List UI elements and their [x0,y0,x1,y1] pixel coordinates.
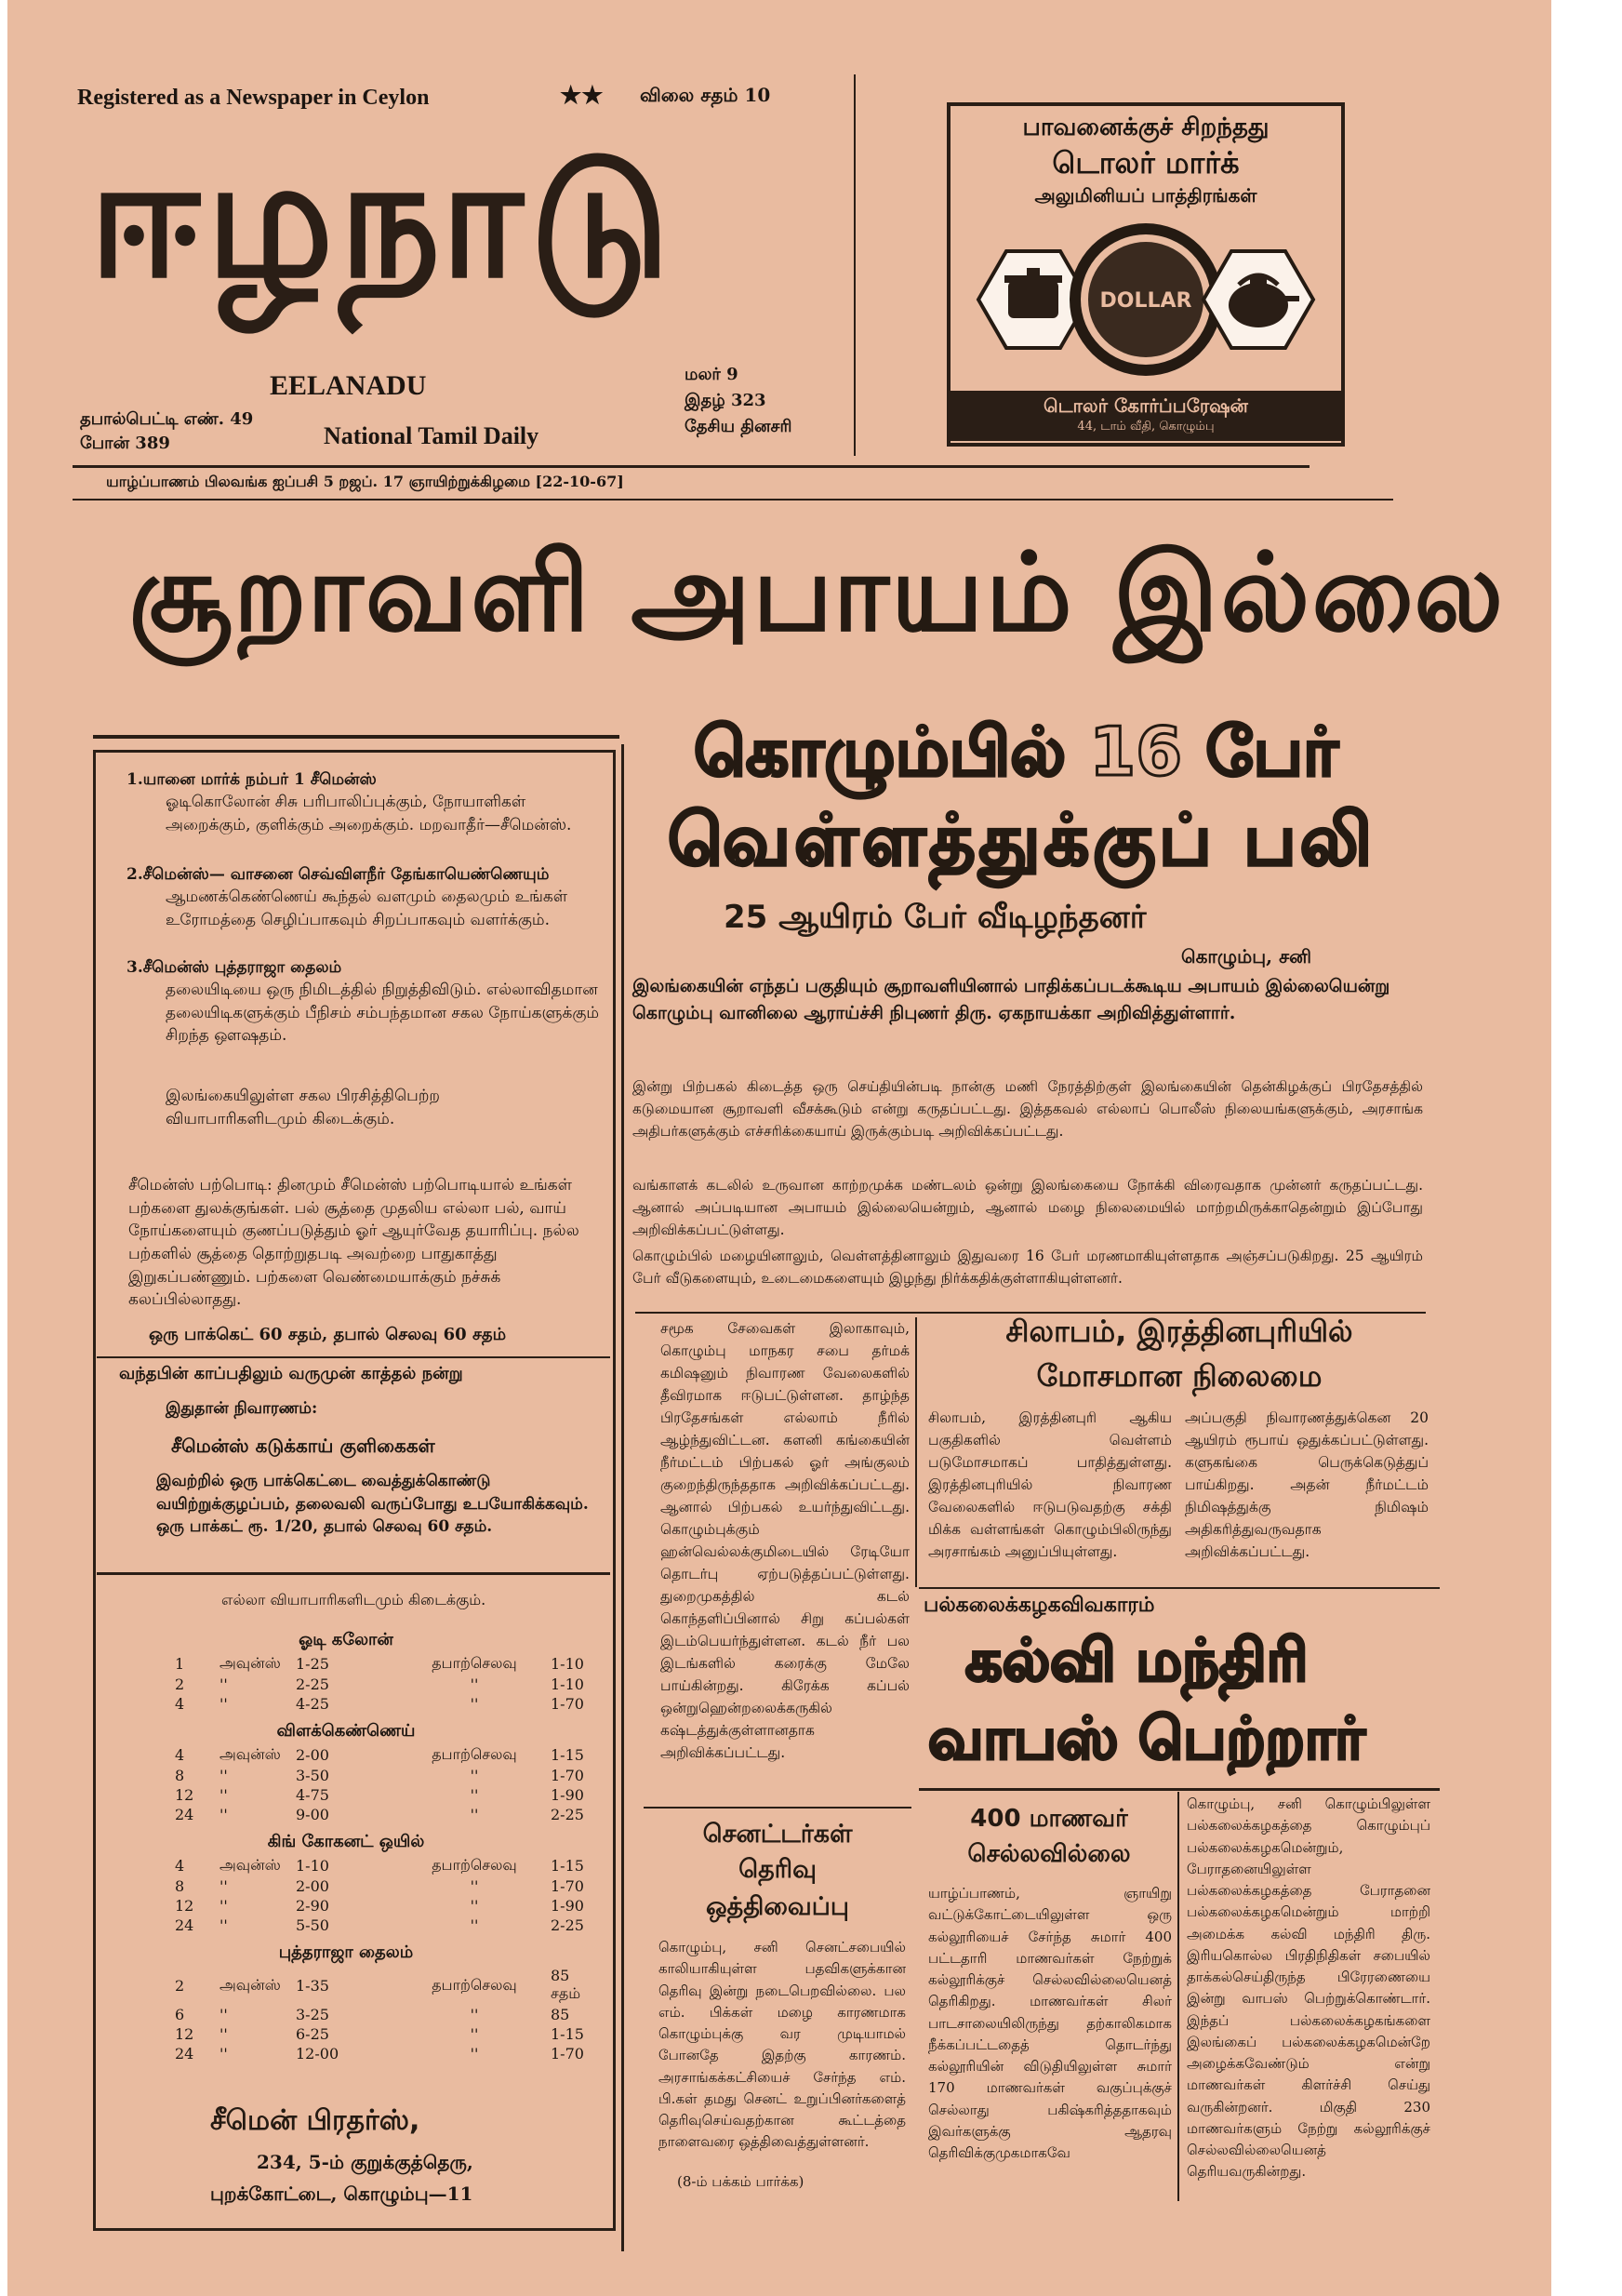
price-cell-price: 1-10 [296,1857,329,1875]
price-row [169,1805,590,1824]
senators-headline-2: தெரிவு [738,1855,817,1884]
sub-headline-2: வெள்ளத்துக்குப் பலி [668,798,1376,881]
price-cell-unit: '' [219,1695,228,1713]
toothpowder-price: ஒரு பாக்கெட் 60 சதம், தபால் செலவு 60 சதம் [149,1325,507,1344]
dollar-ad [947,102,1345,447]
senators-headline-3: ஒத்திவைப்பு [706,1892,849,1921]
price-cell-price: 3-50 [296,1767,329,1784]
price-cell-unit: '' [219,1806,228,1823]
price-cell-qty: 12 [175,1897,194,1915]
price-cell-price: 2-00 [296,1746,329,1764]
price-cell-price: 4-75 [296,1786,329,1804]
dollar-ad-illustration [960,216,1332,383]
price-cell-unit: '' [219,2045,228,2062]
chilaw-column-a: சிலாபம், இரத்தினபுரி ஆகிய பகுதிகளில் வெள்ளம் படுமோசமாகப் பாதித்துள்ளது. இரத்தினபுரியில் நிவாரண வேலைகளில் ஈடுபடுவதற்கு சக்தி மிக்க வள்ளங்கள் கொழும்பிலிருந்து அரசாங்கம் அனுப்பியுள்ளது. [928,1409,1172,1561]
price-row [169,2024,606,2044]
price-cell-qty: 4 [175,1695,185,1713]
price-cell-price: 3-25 [296,2006,329,2023]
dollar-ad-footer [951,391,1341,441]
sub-headline-3: 25 ஆயிரம் பேர் வீடிழந்தனர் [724,899,1147,936]
lead-para-3: கொழும்பில் மழையினாலும், வெள்ளத்தினாலும் இதுவரை 16 பேர் மரணமாகியுள்ளதாக அஞ்சப்படுகிறது. 25 ஆயிரம் பேர் வீடுகளையும், உடைமைகளையும் இழந்து நிர்க்கதிக்குள்ளாகியுள்ளனர். [632,1248,1423,1288]
item-2-title: சீமென்ஸ்— வாசனை செவ்விளநீர் தேங்காயெண்ணெயும் [142,865,550,884]
price-table-title: கிங் கோகனட் ஒயில் [267,1832,425,1851]
proverb: வந்தபின் காப்பதிலும் வருமுன் காத்தல் நன்று [119,1364,463,1383]
price-cell-unit: '' [219,2025,228,2043]
price-row [169,1916,590,1935]
price-cell-unit: அவுன்ஸ் [219,1856,281,1874]
price-cell-qty: 12 [175,1786,194,1804]
issue-daily: தேசிய தினசரி [685,417,792,436]
university-headline-2: வாபஸ் பெற்றார் [928,1704,1365,1772]
item-3-number: 3. [126,958,143,977]
siemens-item-2 [126,865,610,931]
price-cell-unit: '' [219,1877,228,1895]
price-cell-post: 1-15 [551,1857,584,1875]
price-row [169,1675,590,1694]
price-cell-unit: அவுன்ஸ் [219,1745,281,1763]
siemens-ad-top-rule [93,735,619,739]
price-cell-unit: '' [219,2006,228,2023]
lead-intro: இலங்கையின் எந்தப் பகுதியும் சூறாவளியினால் பாதிக்கப்படக்கூடிய அபாயம் இல்லையென்று கொழும்பு வானிலை ஆராய்ச்சி நிபுணர் திரு. ஏகநாயக்கா அறிவித்துள்ளார். [632,976,1390,1023]
price-row [169,2044,606,2063]
chilaw-headline-2: மோசமான நிலைமை [1036,1358,1323,1394]
ad-rule-1 [97,1356,610,1358]
issue-number: இதழ் 323 [685,391,766,410]
price-cell-price: 2-25 [296,1675,329,1693]
senators-rule [644,1807,911,1809]
price-cell-unit: '' [219,1786,228,1804]
price-row [169,1766,590,1785]
price-cell-unit: '' [219,1767,228,1784]
dollar-ad-line1: பாவனைக்குச் சிறந்தது [1022,113,1270,141]
price-cell-post: 1-90 [551,1786,584,1804]
university-sub-1: 400 மாணவர் [970,1805,1128,1833]
price-cell-price: 12-00 [296,2045,339,2062]
price-row [169,1785,590,1805]
price-row [169,1876,590,1896]
price-cell-price: 6-25 [296,2025,329,2043]
price-cell-qty: 2 [175,1675,185,1693]
masthead-english: EELANADU [270,370,427,401]
dollar-ad-brand: டொலர் மார்க் [1052,145,1240,180]
price-cell-qty: 12 [175,2025,194,2043]
item-1-number: 1. [126,770,143,789]
price-row [169,2005,606,2024]
price-cell-price: 1-25 [296,1655,329,1673]
price-table [169,1721,606,1824]
price-cell-qty: 6 [175,2006,185,2023]
price-label: விலை சதம் 10 [640,84,771,106]
price-cell-post-label: '' [470,1695,479,1713]
dateline-rule-top [73,465,1310,468]
price-cell-post: 1-10 [551,1655,584,1673]
price-cell-post-label: '' [470,1675,479,1693]
siemens-item-3 [126,958,610,1048]
price-cell-post-label: '' [470,2006,479,2023]
dollar-company: டொலர் கோர்ப்பரேஷன் [1044,394,1248,417]
price-cell-price: 1-35 [296,1976,329,1995]
price-cell-post-label: '' [470,1897,479,1915]
price-cell-post-label: '' [470,1877,479,1895]
price-cell-qty: 4 [175,1857,185,1875]
price-cell-post: 1-70 [551,1767,584,1784]
item-1-title: யானை மார்க் நம்பர் 1 சீமென்ஸ் [142,770,377,789]
price-tables [169,1630,606,2071]
item-3-body: தலையிடியை ஒரு நிமிடத்தில் நிறுத்திவிடும். எல்லாவிதமான தலையிடிகளுக்கும் பீநிசம் சம்பந்தமான சகல நோய்களுக்கும் சிறந்த ஔஷதம். [166,981,600,1046]
siemens-item-1 [126,770,610,836]
dateline-rule-bottom [73,499,1393,501]
price-table-title: புத்தராஜா தைலம் [278,1942,414,1962]
price-cell-price: 2-90 [296,1897,329,1915]
price-cell-post-label: '' [470,1786,479,1804]
price-cell-post: 1-70 [551,1695,584,1713]
price-table [169,1942,606,2063]
price-table [169,1630,606,1714]
price-cell-qty: 1 [175,1655,185,1673]
university-kicker: பல்கலைக்கழகவிவகாரம் [924,1593,1155,1617]
price-cell-post: 1-70 [551,1877,584,1895]
lead-para-1: இன்று பிற்பகல் கிடைத்த ஒரு செய்தியின்படி நான்கு மணி நேரத்திற்குள் இலங்கையின் தென்கிழக்குப் பிரதேசத்தில் கடுமையான சூறாவளி வீசக்கூடும் என்று கருதப்பட்டது. இத்தகவல் எல்லாப் பொலீஸ் நிலையங்களுக்கும், அரசாங்க அதிபர்களுக்கும் எச்சரிக்கையாய் இருக்கும்படி அறிவிக்கப்பட்டது. [632,1078,1423,1141]
price-row [169,1653,590,1675]
price-cell-post-label: '' [470,1767,479,1784]
price-cell-post-label: தபாற்செலவு [432,1975,517,1994]
price-cell-unit: அவுன்ஸ் [219,1975,281,1994]
masthead-title: ஈழநாடு [89,122,676,315]
price-row [169,1744,590,1766]
price-cell-post-label: '' [470,2045,479,2062]
dollar-ad-line3: அலுமினியப் பாத்திரங்கள் [1034,184,1257,207]
po-box: தபால்பெட்டி எண். 49 [80,409,254,429]
price-row [169,1694,590,1714]
item-1-body: ஓடிகொலோன் சிசு பரிபாலிப்புக்கும், நோயாளிகள் அறைக்கும், குளிக்கும் அறைக்கும். மறவாதீர்—சீமென்ஸ். [166,793,572,834]
price-table-title: விளக்கெண்ணெய் [276,1721,416,1741]
price-cell-unit: '' [219,1897,228,1915]
dateline: யாழ்ப்பாணம் பிலவங்க ஐப்பசி 5 றஜப். 17 ஞாயிற்றுக்கிழமை [22-10-67] [106,473,624,490]
chilaw-headline-1: சிலாபம், இரத்தினபுரியில் [1005,1314,1353,1349]
price-cell-post-label: தபாற்செலவு [432,1654,517,1672]
item-2-number: 2. [126,865,143,884]
price-cell-price: 5-50 [296,1916,329,1934]
toothpowder-ad: சீமென்ஸ் பற்பொடி: தினமும் சீமென்ஸ் பற்பொடியால் உங்கள் பற்களை துலக்குங்கள். பல் சூத்தை முதலிய எல்லா பல், வாய் நோய்களையும் குணப்படுத்தும் ஓர் ஆயுர்வேத தயாரிப்பு. நல்ல பற்களில் சூத்தை தொற்றுதபடி அவற்றை பாதுகாத்து இறுகப்பண்ணும். பற்களை வெண்மையாக்கும் நச்சுக் கலப்பில்லாதது. [128,1176,579,1310]
price-cell-qty: 4 [175,1746,185,1764]
price-cell-post: 1-10 [551,1675,584,1693]
registered-note: Registered as a Newspaper in Ceylon [77,86,430,110]
price-cell-unit: '' [219,1916,228,1934]
seal-text: DOLLAR [1099,289,1192,313]
price-cell-post-label: '' [470,1916,479,1934]
ad-rule-2 [97,1572,610,1575]
price-cell-post: 85 சதம் [551,1967,581,2002]
siemens-availability: இலங்கையிலுள்ள சகல பிரசித்திபெற்ற வியாபாரிகளிடமும் கிடைக்கும். [166,1087,440,1128]
price-cell-post-label: தபாற்செலவு [432,1856,517,1874]
chilaw-rule [919,1587,1440,1589]
remedy-label: இதுதான் நிவாரணம்: [166,1399,318,1418]
lead-para-2: வங்காளக் கடலில் உருவான காற்றமுக்க மண்டலம் ஒன்று இலங்கையை நோக்கி விரைவதாக முன்னர் கருதப்பட்டது. ஆனால் அப்படியான அபாயம் இல்லையென்றும், ஆனால் மழை நிலைமையில் மாற்றமிருக்காதென்றும் இப்போது அறிவிக்கப்பட்டுள்ளது. [632,1177,1423,1239]
price-table [169,1832,606,1935]
star-marks: ★★ [560,82,604,109]
price-cell-price: 2-00 [296,1877,329,1895]
university-divider [1177,1792,1179,2201]
all-dealers-note: எல்லா வியாபாரிகளிடமும் கிடைக்கும். [221,1591,486,1609]
item-2-body: ஆமணக்கெண்ணெய் கூந்தல் வளமும் தைலமும் உங்கள் உரோமத்தை செழிப்பாகவும் சிறப்பாகவும் வளர்க்கும். [166,888,568,929]
siemens-address-1: 234, 5-ம் குறுக்குத்தெரு, [257,2151,473,2173]
university-rule [919,1788,1440,1791]
lead-column-divider [915,1317,917,1587]
price-cell-qty: 8 [175,1767,185,1784]
lead-dateline: கொழும்பு, சனி [1181,945,1312,968]
price-row [169,1966,606,2005]
university-column-a: யாழ்ப்பாணம், ஞாயிறு வட்டுக்கோட்டையிலுள்ள ஒரு கல்லூரியைச் சேர்ந்த சுமார் 400 பட்டதாரி மாணவர்கள் நேற்றுக் கல்லூரிக்குச் செல்லவில்லையெனத் தெரிகிறது. மாணவர்கள் சிலர் பாடசாலையிலிருந்து தற்காலிகமாக நீக்கப்பட்டதைத் தொடர்ந்து கல்லூரியின் விடுதியிலுள்ள சுமார் 170 மாணவர்கள் வகுப்புக்குச் செல்லாது பகிஷ்கரித்ததாகவும் இவர்களுக்கு ஆதரவு தெரிவிக்குமுகமாகவே [928,1885,1172,2161]
price-cell-price: 9-00 [296,1806,329,1823]
senators-headline-1: செனட்டர்கள் [702,1820,853,1849]
price-cell-qty: 8 [175,1877,185,1895]
price-cell-post: 1-15 [551,2025,584,2043]
price-cell-post-label: தபாற்செலவு [432,1745,517,1763]
price-cell-post: 1-70 [551,2045,584,2062]
siemens-company: சீமென் பிரதர்ஸ், [210,2104,420,2137]
price-cell-post-label: '' [470,2025,479,2043]
senators-continued: (8-ம் பக்கம் பார்க்க) [677,2173,804,2190]
price-cell-unit: அவுன்ஸ் [219,1654,281,1672]
price-cell-price: 4-25 [296,1695,329,1713]
senators-body: கொழும்பு, சனி செனட்சபையில் காலியாகியுள்ள பதவிகளுக்கான தெரிவு இன்று நடைபெறவில்லை. பல எம். பிக்கள் மழை காரணமாக கொழும்புக்கு வர முடியாமல் போனதே இதற்கு காரணம். அரசாங்கக்கட்சியைச் சேர்ந்த எம். பி.கள் தமது செனட் உறுப்பினர்களைத் தெரிவுசெய்வதற்கான கூட்டத்தை நாளைவரை ஒத்திவைத்துள்ளனர். [658,1939,906,2151]
siemens-address-2: புறக்கோட்டை, கொழும்பு—11 [210,2183,473,2205]
pills-title: சீமென்ஸ் கடுக்காய் குளிகைகள் [171,1435,435,1457]
price-cell-unit: '' [219,1675,228,1693]
price-cell-qty: 24 [175,1806,194,1823]
main-headline: சூறாவளி அபாயம் இல்லை [128,530,1506,656]
phone-number: போன் 389 [80,434,170,453]
issue-volume: மலர் 9 [685,365,738,384]
lead-left-column: சமூக சேவைகள் இலாகாவும், கொழும்பு மாநகர சபை தர்மக் கமிஷனும் நிவாரண வேலைகளில் தீவிரமாக ஈடுபட்டுள்ளன. தாழ்ந்த பிரதேசங்கள் எல்லாம் நீரில் ஆழ்ந்துவிட்டன. களனி கங்கையின் நீர்மட்டம் பிற்பகல் ஓர் அங்குலம் குறைந்திருந்ததாக அறிவிக்கப்பட்டது. ஆனால் பிற்பகல் உயர்ந்துவிட்டது. கொழும்புக்கும் ஹன்வெல்லக்குமிடையில் ரேடியோ தொடர்பு ஏற்படுத்தப்பட்டுள்ளது. துறைமுகத்தில் கடல் கொந்தளிப்பினால் சிறு கப்பல்கள் இடம்பெயர்ந்துள்ளன. கடல் நீர் பல இடங்களில் கரைக்கு மேலே பாய்கின்றது. கிரேக்க கப்பல் ஒன்றுஹென்றலைக்கருகில் கஷ்டத்துக்குள்ளானதாக அறிவிக்கப்பட்டது. [660,1320,910,1762]
price-cell-post: 2-25 [551,1916,584,1934]
saucepan-icon [1004,268,1062,318]
price-row [169,1855,590,1876]
price-table-title: ஓடி கலோன் [299,1630,393,1649]
price-cell-post: 1-15 [551,1746,584,1764]
price-cell-qty: 24 [175,1916,194,1934]
price-cell-qty: 2 [175,1976,185,1995]
sub-headline-1: கொழும்பில் 16 பேர் [694,713,1338,791]
university-headline-1: கல்வி மந்திரி [965,1626,1309,1694]
item-3-title: சீமென்ஸ் புத்தராஜா தைலம் [142,958,342,977]
ad-column-rule [621,744,624,2251]
price-cell-post: 1-90 [551,1897,584,1915]
tagline: National Tamil Daily [324,422,539,449]
pills-body: இவற்றில் ஒரு பாக்கெட்டை வைத்துக்கொண்டு வயிற்றுக்குழப்பம், தலைவலி வருப்போது உபயோகிக்கவும். ஒரு பாக்கட் ரூ. 1/20, தபால் செலவு 60 சதம். [156,1472,589,1537]
dollar-address: 44, டாம் வீதி, கொழும்பு [1077,420,1215,434]
price-row [169,1896,590,1916]
price-cell-post: 2-25 [551,1806,584,1823]
price-cell-qty: 24 [175,2045,194,2062]
university-column-b: கொழும்பு, சனி கொழும்பிலுள்ள பல்கலைக்கழகத்தை கொழும்புப் பல்கலைக்கழகமென்றும், பேராதனையிலுள்ள பல்கலைக்கழகத்தை பேராதனை பல்கலைக்கழகமென்றும் மாற்றி அமைக்க கல்வி மந்திரி திரு. இரியகொல்ல பிரதிநிதிகள் சபையில் தாக்கல்செய்திருந்த பிரேரணையை இன்று வாபஸ் பெற்றுக்கொண்டார். இந்தப் பல்கலைக்கழகங்களை இலங்கைப் பல்கலைக்கழகமென்றே அழைக்கவேண்டும் என்று மாணவர்கள் கிளர்ச்சி செய்து வருகின்றனர். மிகுதி 230 மாணவர்களும் நேற்று கல்லூரிக்குச் செல்லவில்லையெனத் தெரியவருகின்றது. [1187,1795,1430,2181]
university-sub-2: செல்லவில்லை [967,1840,1131,1868]
masthead-divider [854,74,856,456]
price-cell-post: 85 [551,2006,570,2023]
price-cell-post-label: '' [470,1806,479,1823]
chilaw-column-b: அப்பகுதி நிவாரணத்துக்கென 20 ஆயிரம் ரூபாய் ஒதுக்கப்பட்டுள்ளது. களுகங்கை பெருக்கெடுத்துப் பாய்கிறது. அதன் நீர்மட்டம் நிமிஷத்துக்கு நிமிஷம் அதிகரித்துவருவதாக அறிவிக்கப்பட்டது. [1185,1409,1429,1561]
newspaper-page [7,0,1551,2296]
